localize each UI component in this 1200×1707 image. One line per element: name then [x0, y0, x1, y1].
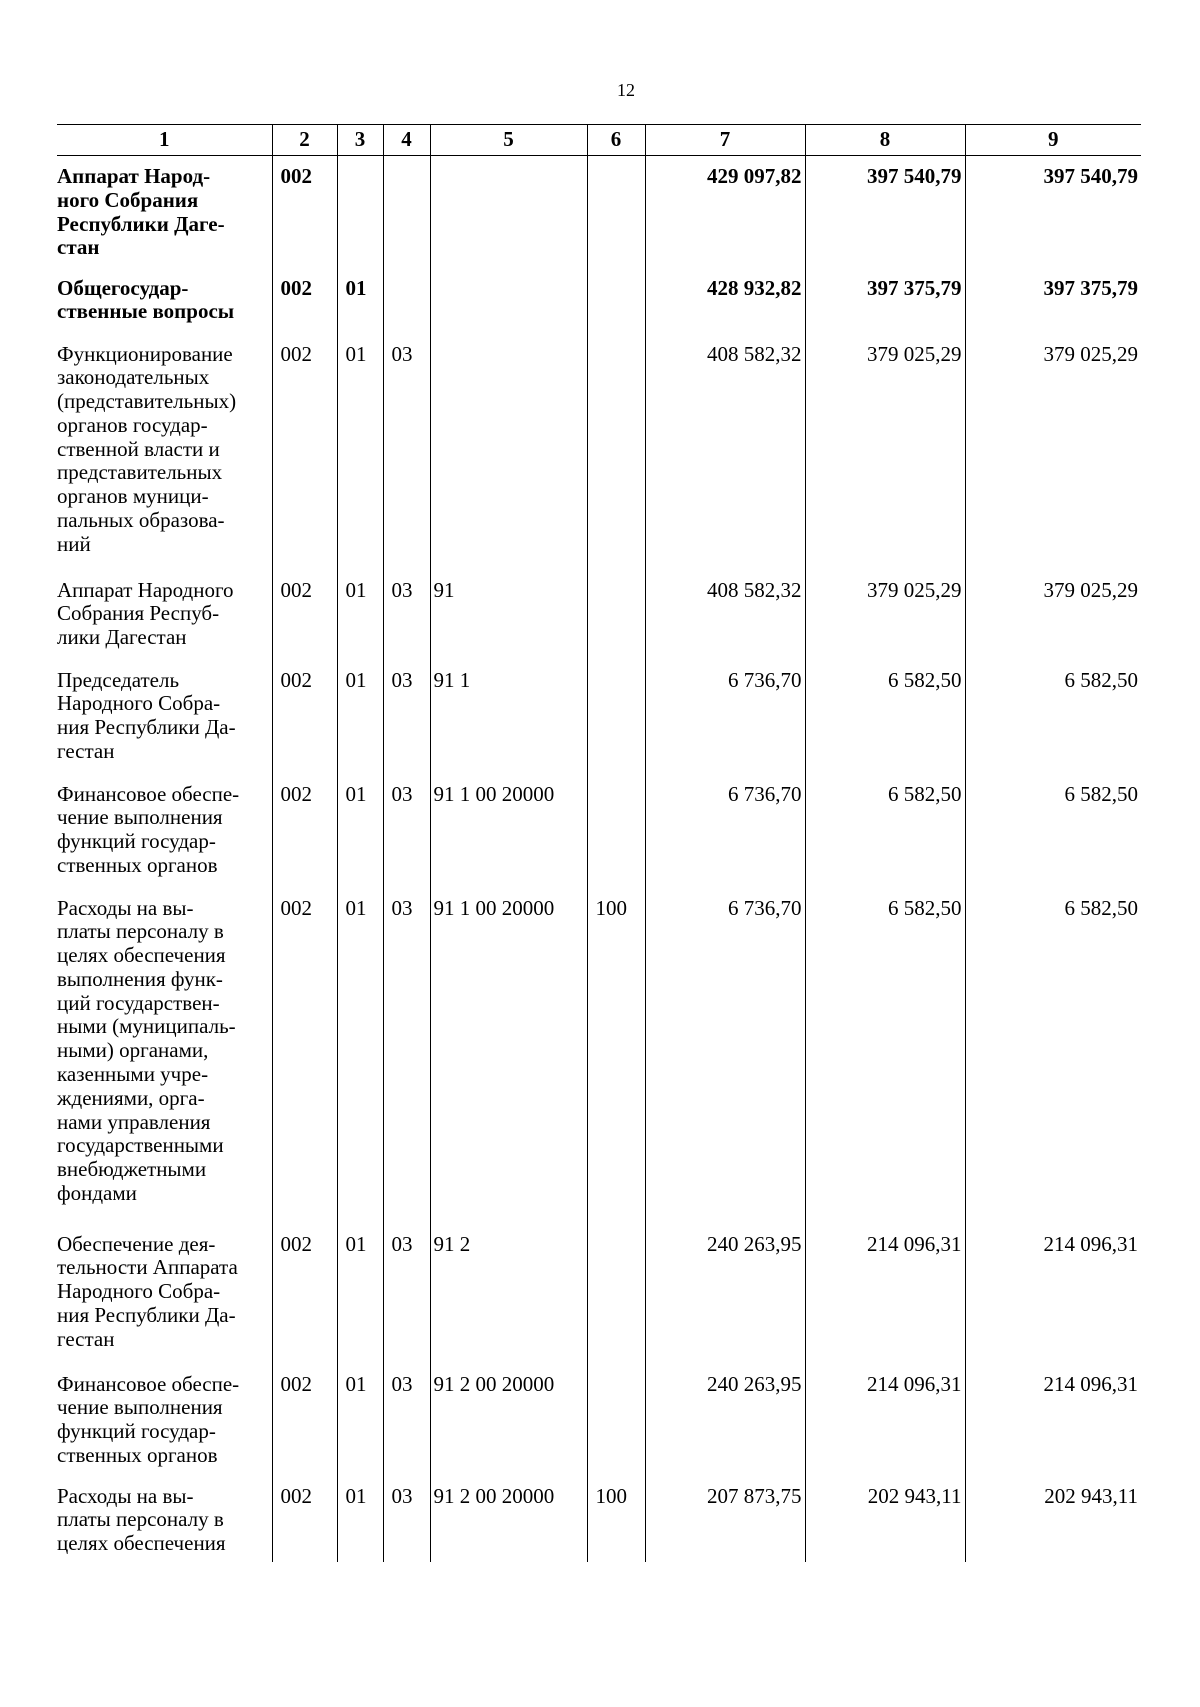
cell-amount-8: 202 943,11: [805, 1476, 965, 1562]
cell-amount-7: 408 582,32: [645, 334, 805, 570]
row-name: Аппарат Народ- ного Собрания Республики Даге- стан: [57, 164, 225, 260]
cell-expense-type: [587, 1224, 645, 1364]
table-row: [57, 570, 1141, 660]
table-row: [57, 774, 1141, 888]
cell-section: 01: [337, 660, 383, 774]
cell-section: 01: [337, 888, 383, 1224]
cell-amount-7: 6 736,70: [645, 774, 805, 888]
header-col-2: 2: [272, 125, 337, 156]
cell-expense-type: [587, 660, 645, 774]
cell-amount-8: 214 096,31: [805, 1364, 965, 1476]
cell-amount-9: 6 582,50: [965, 888, 1141, 1224]
cell-amount-9: 379 025,29: [965, 334, 1141, 570]
cell-expense-type: 100: [587, 888, 645, 1224]
cell-expense-type: [587, 268, 645, 334]
cell-target-article: 91 1 00 20000: [430, 888, 587, 1224]
cell-ministry-code: 002: [272, 888, 337, 1224]
cell-amount-8: 214 096,31: [805, 1224, 965, 1364]
cell-section: 01: [337, 334, 383, 570]
cell-ministry-code: 002: [272, 660, 337, 774]
cell-amount-8: 397 375,79: [805, 268, 965, 334]
cell-amount-8: 6 582,50: [805, 660, 965, 774]
cell-amount-7: 408 582,32: [645, 570, 805, 660]
cell-ministry-code: 002: [272, 268, 337, 334]
budget-table: [57, 124, 1141, 1562]
cell-amount-7: 240 263,95: [645, 1364, 805, 1476]
header-row: [57, 125, 1141, 156]
table-row: [57, 268, 1141, 334]
cell-expense-type: [587, 570, 645, 660]
cell-section: 01: [337, 774, 383, 888]
row-name: Аппарат Народного Собрания Респуб- лики Дагестан: [57, 577, 234, 650]
cell-ministry-code: 002: [272, 774, 337, 888]
cell-subsection: 03: [383, 334, 430, 570]
cell-section: 01: [337, 1476, 383, 1562]
table-row: [57, 888, 1141, 1224]
cell-amount-8: 379 025,29: [805, 334, 965, 570]
cell-section: 01: [337, 1364, 383, 1476]
cell-amount-9: 6 582,50: [965, 774, 1141, 888]
cell-amount-7: 207 873,75: [645, 1476, 805, 1562]
cell-ministry-code: 002: [272, 1224, 337, 1364]
table-row: [57, 1224, 1141, 1364]
cell-amount-8: 6 582,50: [805, 774, 965, 888]
cell-target-article: [430, 156, 587, 268]
cell-target-article: 91 1: [430, 660, 587, 774]
cell-amount-7: 240 263,95: [645, 1224, 805, 1364]
cell-subsection: [383, 156, 430, 268]
table-row: [57, 156, 1141, 268]
header-col-4: 4: [383, 125, 430, 156]
cell-amount-8: 397 540,79: [805, 156, 965, 268]
cell-ministry-code: 002: [272, 156, 337, 268]
table-row: [57, 1364, 1141, 1476]
cell-amount-9: 397 375,79: [965, 268, 1141, 334]
cell-subsection: 03: [383, 1364, 430, 1476]
cell-section: [337, 156, 383, 268]
header-col-5: 5: [430, 125, 587, 156]
cell-subsection: 03: [383, 660, 430, 774]
cell-amount-9: 6 582,50: [965, 660, 1141, 774]
cell-ministry-code: 002: [272, 1476, 337, 1562]
cell-amount-9: 397 540,79: [965, 156, 1141, 268]
cell-amount-7: 6 736,70: [645, 660, 805, 774]
header-col-7: 7: [645, 125, 805, 156]
cell-ministry-code: 002: [272, 570, 337, 660]
page-number: 12: [617, 80, 635, 100]
cell-target-article: 91 1 00 20000: [430, 774, 587, 888]
cell-target-article: [430, 334, 587, 570]
cell-expense-type: [587, 774, 645, 888]
cell-subsection: 03: [383, 1476, 430, 1562]
cell-expense-type: 100: [587, 1476, 645, 1562]
cell-subsection: 03: [383, 570, 430, 660]
cell-expense-type: [587, 156, 645, 268]
cell-section: 01: [337, 1224, 383, 1364]
cell-target-article: 91 2 00 20000: [430, 1364, 587, 1476]
row-name: Обеспечение дея- тельности Аппарата Народного Собра- ния Республики Да- гестан: [57, 1231, 238, 1351]
cell-subsection: 03: [383, 774, 430, 888]
cell-target-article: 91 2 00 20000: [430, 1476, 587, 1562]
cell-subsection: 03: [383, 888, 430, 1224]
cell-amount-8: 379 025,29: [805, 570, 965, 660]
cell-amount-7: 429 097,82: [645, 156, 805, 268]
table-row: [57, 660, 1141, 774]
header-col-3: 3: [337, 125, 383, 156]
row-name: Общегосудар- ственные вопросы: [57, 275, 235, 324]
table-row: [57, 1476, 1141, 1562]
row-name: Финансовое обеспе- чение выполнения функций государ- ственных органов: [57, 781, 240, 877]
cell-target-article: 91: [430, 570, 587, 660]
cell-amount-9: 214 096,31: [965, 1364, 1141, 1476]
cell-amount-9: 214 096,31: [965, 1224, 1141, 1364]
header-col-9: 9: [965, 125, 1141, 156]
cell-subsection: [383, 268, 430, 334]
cell-target-article: 91 2: [430, 1224, 587, 1364]
header-col-1: 1: [57, 125, 272, 156]
cell-amount-9: 379 025,29: [965, 570, 1141, 660]
cell-expense-type: [587, 1364, 645, 1476]
header-col-8: 8: [805, 125, 965, 156]
cell-ministry-code: 002: [272, 334, 337, 570]
cell-expense-type: [587, 334, 645, 570]
cell-ministry-code: 002: [272, 1364, 337, 1476]
row-name: Председатель Народного Собра- ния Республики Да- гестан: [57, 667, 236, 763]
header-col-6: 6: [587, 125, 645, 156]
cell-amount-7: 428 932,82: [645, 268, 805, 334]
cell-target-article: [430, 268, 587, 334]
cell-section: 01: [337, 268, 383, 334]
cell-amount-7: 6 736,70: [645, 888, 805, 1224]
row-name: Финансовое обеспе- чение выполнения функций государ- ственных органов: [57, 1371, 240, 1467]
row-name: Функционирование законодательных (представительных) органов государ- ственной власти и представительных органов муници- пальных образова- ний: [57, 341, 237, 556]
cell-amount-9: 202 943,11: [965, 1476, 1141, 1562]
row-name: Расходы на вы- платы персоналу в целях обеспечения: [57, 1483, 226, 1556]
cell-subsection: 03: [383, 1224, 430, 1364]
cell-section: 01: [337, 570, 383, 660]
table-row: [57, 334, 1141, 570]
cell-amount-8: 6 582,50: [805, 888, 965, 1224]
row-name: Расходы на вы- платы персоналу в целях обеспечения выполнения функ- ций государствен- ными (муниципаль- ными) органами, казенными учре- ждениями, орга- нами управления государственными внебюджетными фондами: [57, 895, 236, 1206]
